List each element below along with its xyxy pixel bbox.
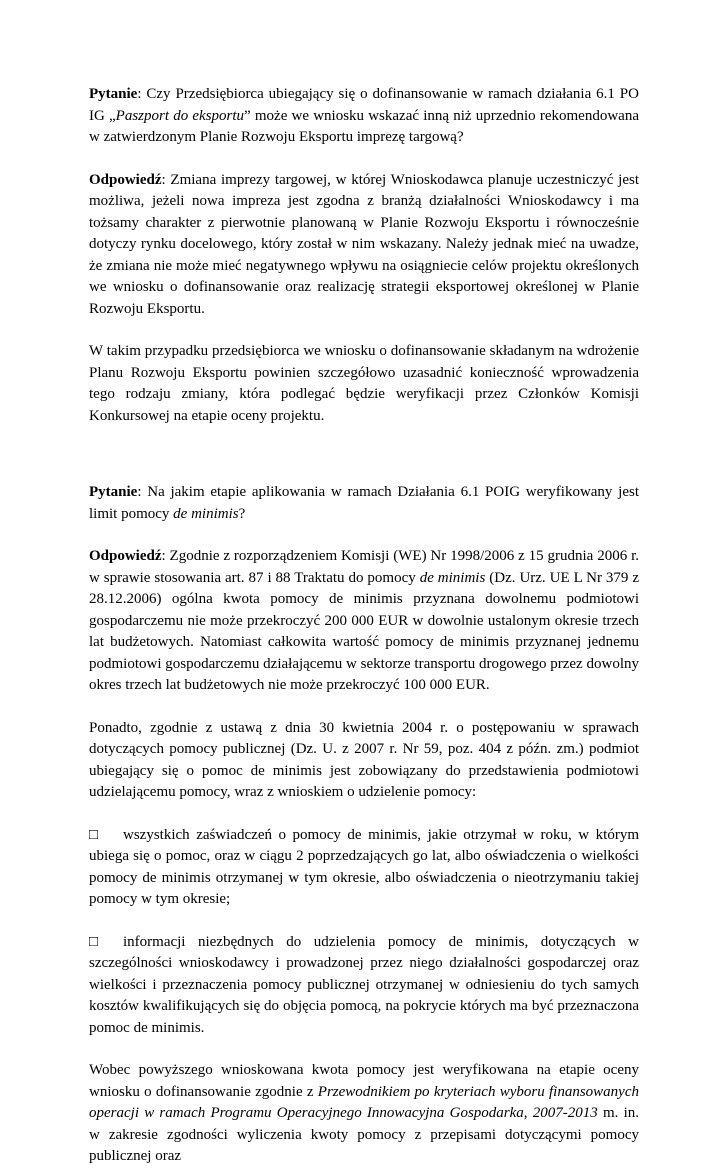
answer-2 [89, 546, 639, 697]
list-item-text: wszystkich zaświadczeń o pomocy de minimis, jakie otrzymał w roku, w którym ubiega się o pomoc, oraz w ciągu 2 poprzedzających go lat, albo oświadczenia o wielkości pomocy de minimis otrzymanej w tym okresie, albo oświadczenia o nieotrzymaniu takiej pomocy w tym okresie; [89, 826, 639, 907]
question-label: Pytanie [89, 484, 138, 500]
document-page [89, 84, 639, 1168]
question-italic: de minimis [173, 505, 239, 522]
bullet-box-icon: □ [89, 826, 99, 843]
bullet-box-icon: □ [89, 933, 99, 950]
question-text-end: ” może we wniosku wskazać inną niż uprzednio rekomendowana w zatwierdzonym Planie Rozwoju Eksportu imprezę targową? [89, 107, 639, 145]
answer-italic: de minimis [419, 569, 486, 586]
question-label: Pytanie [89, 86, 138, 102]
answer-2-paragraph-3 [89, 1060, 639, 1168]
answer-text-cont: m. in. w zakresie zgodności wyliczenia kwoty pomocy z przepisami dotyczącymi pomocy publicznej oraz [89, 1105, 639, 1164]
question-2 [89, 482, 639, 525]
question-text-end: ? [238, 505, 246, 522]
answer-1 [89, 170, 639, 321]
list-item-2 [89, 932, 639, 1040]
question-1 [89, 84, 639, 149]
answer-label: Odpowiedź [89, 171, 162, 188]
answer-text: : Zgodnie z rozporządzeniem Komisji (WE) Nr 1998/2006 z 15 grudnia 2006 r. w sprawie stosowania art. 87 i 88 Traktatu do pomocy [89, 548, 639, 586]
answer-label: Odpowiedź [89, 548, 162, 564]
question-text: : Czy Przedsiębiorca ubiegający się o dofinansowanie w ramach działania 6.1 PO IG „ [89, 86, 639, 124]
guide-title-italic: Przewodnikiem po kryteriach wyboru finansowanych operacji w ramach Programu Operacyjnego Innowacyjna Gospodarka, 2007-2013 [89, 1083, 639, 1121]
answer-1-paragraph-2: W takim przypadku przedsiębiorca we wniosku o dofinansowanie składanym na wdrożenie Planu Rozwoju Eksportu powinien szczegółowo uzasadnić konieczność wprowadzenia tego rodzaju zmiany, która podlegać będzie weryfikacji przez Członków Komisji Konkursowej na etapie oceny projektu. [89, 343, 639, 424]
answer-2-paragraph-2: Ponadto, zgodnie z ustawą z dnia 30 kwietnia 2004 r. o postępowaniu w sprawach dotyczących pomocy publicznej (Dz. U. z 2007 r. Nr 59, poz. 404 z późn. zm.) podmiot ubiegający się o pomoc de minimis jest zobowiązany do przedstawienia podmiotowi udzielającemu pomocy, wraz z wnioskiem o udzielenie pomocy: [89, 719, 639, 800]
list-item-1 [89, 825, 639, 911]
question-text: : Na jakim etapie aplikowania w ramach Działania 6.1 POIG weryfikowany jest limit pomocy [89, 484, 639, 522]
list-item-text: informacji niezbędnych do udzielenia pomocy de minimis, dotyczących w szczególności wnioskodawcy i prowadzonej przez niego działalności gospodarczej oraz wielkości i przeznaczenia pomocy publicznej otrzymanej w odniesieniu do tych samych kosztów kwalifikujących się do objęcia pomocą, na pokrycie których ma być przeznaczona pomoc de minimis. [89, 933, 639, 1036]
answer-text: Wobec powyższego wnioskowana kwota pomocy jest weryfikowana na etapie oceny wniosku o dofinansowanie zgodnie z [89, 1062, 639, 1100]
answer-text: : Zmiana imprezy targowej, w której Wnioskodawca planuje uczestniczyć jest możliwa, jeżeli nowa impreza jest zgodna z branżą działalności Wnioskodawcy i ma tożsamy charakter z pierwotnie planowaną w Planie Rozwoju Eksportu i równocześnie dotyczy rynku docelowego, który został w nim wskazany. Należy jednak mieć na uwadze, że zmiana nie może mieć negatywnego wpływu na osiągniecie celów projektu określonych we wniosku o dofinansowanie oraz realizację strategii eksportowej określonej w Planie Rozwoju Eksportu. [89, 171, 639, 317]
question-italic: Paszport do eksportu [115, 107, 245, 124]
answer-text-cont: (Dz. Urz. UE L Nr 379 z 28.12.2006) ogólna kwota pomocy de minimis przyznana dowolnemu podmiotowi gospodarczemu nie może przekroczyć 200 000 EUR w dowolnie ustalonym okresie trzech lat budżetowych. Natomiast całkowita wartość pomocy de minimis przyznanej jednemu podmiotowi gospodarczemu działającemu w sektorze transportu drogowego przez dowolny okres trzech lat budżetowych nie może przekroczyć 100 000 EUR. [89, 569, 639, 693]
